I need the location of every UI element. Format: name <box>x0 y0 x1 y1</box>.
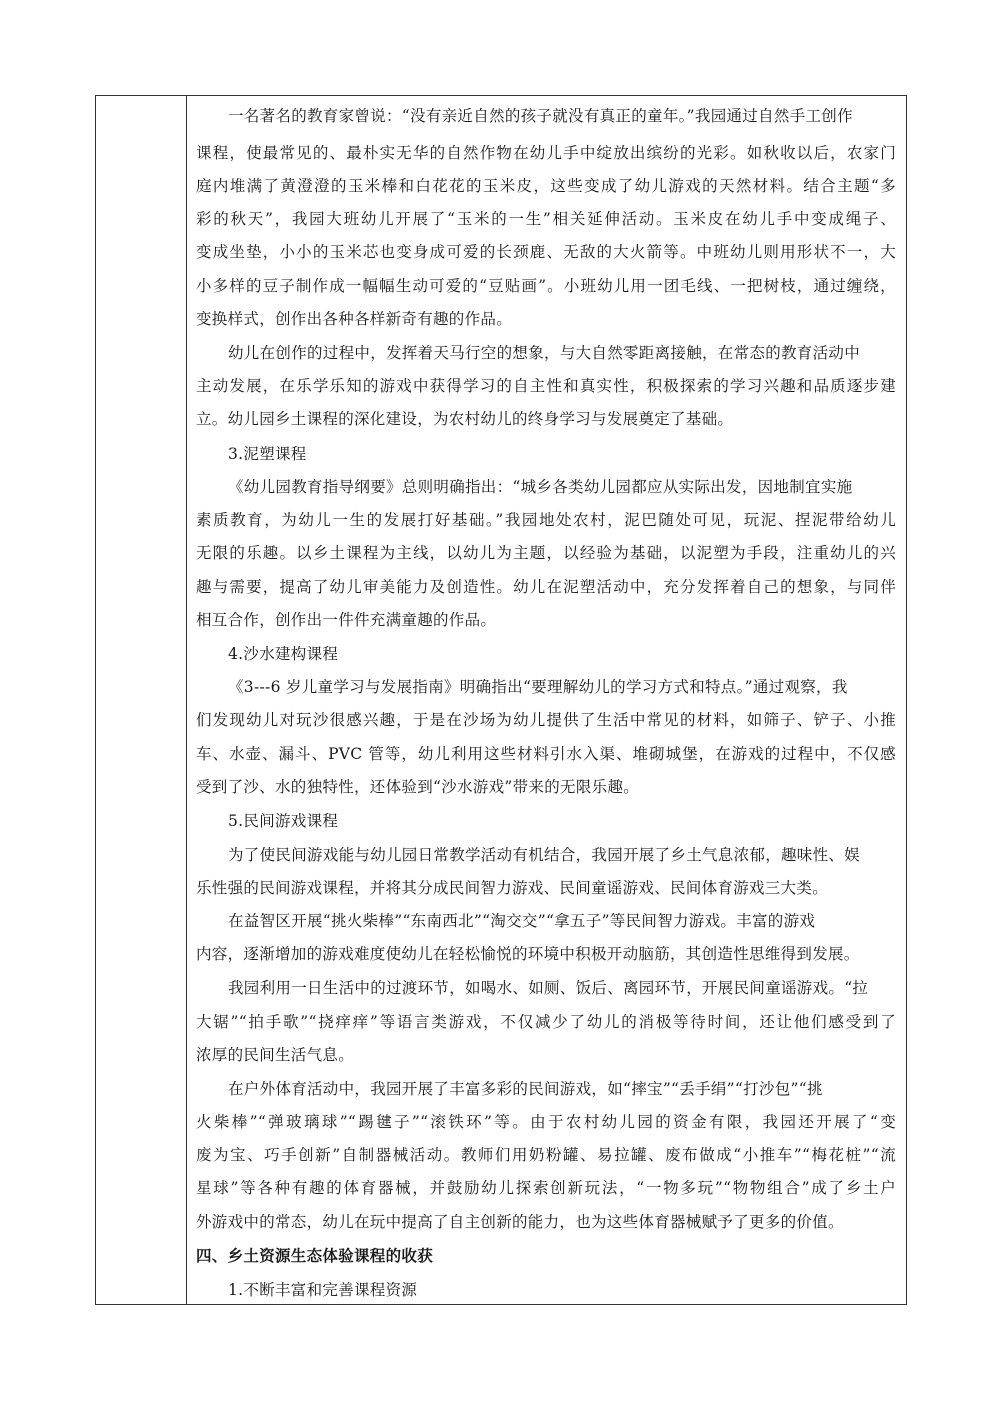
paragraph-line: 浓厚的民间生活气息。 <box>196 1046 355 1064</box>
paragraph-line: 主动发展，在乐学乐知的游戏中获得学习的自主性和真实性，积极探索的学习兴趣和品质逐步建 <box>196 377 896 395</box>
table-left-column <box>96 96 187 1304</box>
paragraph-line: 火柴棒”“弹玻璃球”“踢毽子”“滚铁环”等。由于农村幼儿园的资金有限，我园还开展了“变 <box>196 1113 896 1131</box>
paragraph-line: 无限的乐趣。以乡土课程为主线，以幼儿为主题，以经验为基础，以泥塑为手段，注重幼儿的兴 <box>196 544 896 562</box>
paragraph-line: 外游戏中的常态，幼儿在玩中提高了自主创新的能力，也为这些体育器械赋予了更多的价值。 <box>196 1213 844 1231</box>
paragraph-line: 趣与需要，提高了幼儿审美能力及创造性。幼儿在泥塑活动中，充分发挥着自己的想象，与同伴 <box>196 578 896 596</box>
paragraph-line: 在户外体育活动中，我园开展了丰富多彩的民间游戏，如“摔宝”“丢手绢”“打沙包”“挑 <box>228 1080 823 1098</box>
paragraph-line: 车、水壶、漏斗、PVC 管等，幼儿利用这些材料引水入渠、堆砌城堡，在游戏的过程中，不仅感 <box>196 745 896 763</box>
paragraph-line: 们发现幼儿对玩沙很感兴趣，于是在沙场为幼儿提供了生活中常见的材料，如筛子、铲子、小推 <box>196 711 896 729</box>
paragraph-line: 小多样的豆子制作成一幅幅生动可爱的“豆贴画”。小班幼儿用一团毛线、一把树枝，通过缠绕， <box>196 277 896 295</box>
document-table <box>95 95 907 1305</box>
paragraph-line: 内容，逐渐增加的游戏难度使幼儿在轻松愉悦的环境中积极开动脑筋，其创造性思维得到发展。 <box>196 945 860 963</box>
paragraph-line: 一名著名的教育家曾说：“没有亲近自然的孩子就没有真正的童年。”我园通过自然手工创作 <box>228 107 853 125</box>
paragraph-line: 我园利用一日生活中的过渡环节，如喝水、如厕、饭后、离园环节，开展民间童谣游戏。“拉 <box>228 979 869 997</box>
paragraph-line: 素质教育，为幼儿一生的发展打好基础。”我园地处农村，泥巴随处可见，玩泥、捏泥带给幼儿 <box>196 511 896 529</box>
paragraph-line: 变换样式，创作出各种各样新奇有趣的作品。 <box>196 310 513 328</box>
paragraph-line: 彩的秋天”，我园大班幼儿开展了“玉米的一生”相关延伸活动。玉米皮在幼儿手中变成绳子、 <box>196 210 896 228</box>
paragraph-line: 课程，使最常见的、最朴实无华的自然作物在幼儿手中绽放出缤纷的光彩。如秋收以后，农家门 <box>196 144 896 162</box>
paragraph-line: 庭内堆满了黄澄澄的玉米棒和白花花的玉米皮，这些变成了幼儿游戏的天然材料。结合主题“多 <box>196 177 896 195</box>
paragraph-line: 星球”等各种有趣的体育器械，并鼓励幼儿探索创新玩法，“一物多玩”“物物组合”成了乡土户 <box>196 1179 896 1197</box>
paragraph-line: 相互合作，创作出一件件充满童趣的作品。 <box>196 611 497 629</box>
paragraph-line: 《3---6 岁儿童学习与发展指南》明确指出“要理解幼儿的学习方式和特点。”通过观察，我 <box>228 678 848 696</box>
paragraph-line: 变成坐垫，小小的玉米芯也变身成可爱的长颈鹿、无敌的大火箭等。中班幼儿则用形状不一，大 <box>196 243 896 261</box>
paragraph-line: 幼儿在创作的过程中，发挥着天马行空的想象，与大自然零距离接触，在常态的教育活动中 <box>228 344 861 362</box>
paragraph-line: 为了使民间游戏能与幼儿园日常教学活动有机结合，我园开展了乡土气息浓郁，趣味性、娱 <box>228 846 861 864</box>
section-heading: 5.民间游戏课程 <box>228 812 339 830</box>
paragraph-line: 立。幼儿园乡土课程的深化建设，为农村幼儿的终身学习与发展奠定了基础。 <box>196 410 734 428</box>
paragraph-line: 受到了沙、水的独特性，还体验到“沙水游戏”带来的无限乐趣。 <box>196 778 640 796</box>
paragraph-line: 乐性强的民间游戏课程，并将其分成民间智力游戏、民间童谣游戏、民间体育游戏三大类。 <box>196 879 829 897</box>
paragraph-line: 《幼儿园教育指导纲要》总则明确指出：“城乡各类幼儿园都应从实际出发，因地制宜实施 <box>228 478 853 496</box>
paragraph-line: 在益智区开展“挑火柴棒”“东南西北”“淘交交”“拿五子”等民间智力游戏。丰富的游戏 <box>228 912 816 930</box>
paragraph-line: 废为宝、巧手创新”自制器械活动。教师们用奶粉罐、易拉罐、废布做成“小推车”“梅花桩”“流 <box>196 1146 896 1164</box>
chapter-heading: 四、乡土资源生态体验课程的收获 <box>196 1246 434 1265</box>
section-heading: 4.沙水建构课程 <box>228 645 339 663</box>
section-heading: 1.不断丰富和完善课程资源 <box>228 1281 418 1299</box>
section-heading: 3.泥塑课程 <box>228 445 307 463</box>
paragraph-line: 大锯”“拍手歌”“挠痒痒”等语言类游戏，不仅减少了幼儿的消极等待时间，还让他们感受到了 <box>196 1013 896 1031</box>
